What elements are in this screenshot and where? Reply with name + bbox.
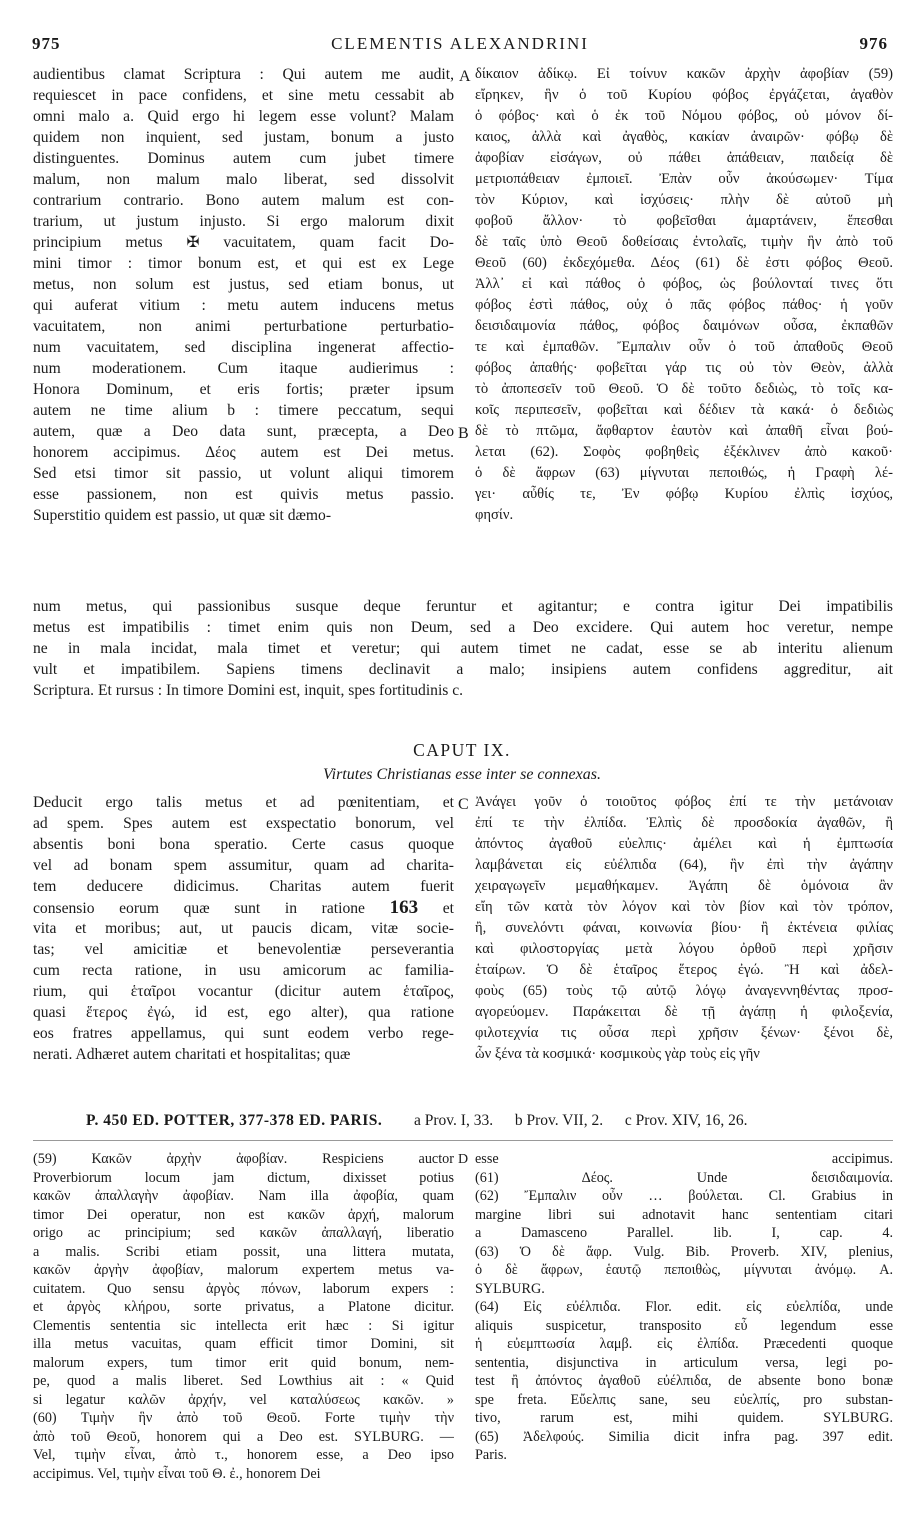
section2-greek-column	[475, 792, 893, 1065]
text-line: καὶ φιλοστοργίας μετὰ λόγου ὀρθοῦ περὶ χρῆσιν	[475, 941, 893, 957]
text-line: qui auferat vitium : metu autem inducens metus	[33, 297, 454, 314]
text-line: ἡ εὐεμπτωσία λαμβ. εἰς ἐλπίδα. Præcedenti quoque	[475, 1336, 893, 1352]
running-title: CLEMENTIS ALEXANDRINI	[331, 34, 589, 53]
page-number-right: 976	[859, 34, 888, 53]
page-number-left: 975	[32, 34, 61, 53]
text-line: κοῖς περιπεσεῖν, φοβεῖται καὶ δέδιεν τὰ κακά· ὁ δεδιὼς	[475, 402, 893, 418]
text-line: φοβοῦ ἄλλον· τὸ φοβεῖσθαι ἁμαρτάνειν, ἕπεσθαι	[475, 213, 893, 229]
margin-letter-c: C	[458, 796, 469, 813]
text-line: δίκαιον ἀδίκῳ. Εἰ τοίνυν κακῶν ἀρχὴν ἀφοβίαν (59)	[475, 66, 893, 82]
text-line: (59) Κακῶν ἀρχὴν ἀφοβίαν. Respiciens auctor	[33, 1151, 454, 1167]
text-line: ὧν ξένα τὰ κοσμικά· κοσμικοὺς γὰρ τοὺς εἰς γῆν	[475, 1046, 760, 1062]
text-line: quasi ἕτερος ἐγώ, id est, ego alter), qua ratione	[33, 1004, 454, 1021]
text-line: cum recta ratione, in usu amicorum ac familia-	[33, 962, 454, 979]
text-line: αγορεύομεν. Παράκειται δὲ τῇ ἀγάπῃ ἡ φιλοξενία,	[475, 1004, 893, 1020]
text-line: accipimus. Vel, τιμὴν εἶναι τοῦ Θ. ἐ., honorem Dei	[33, 1465, 321, 1482]
text-line: contrarium contrario. Bono autem malum est con-	[33, 192, 454, 209]
text-line: timor Dei operatur, non est κακῶν ἀρχή, malorum	[33, 1206, 454, 1223]
text-line: κακῶν ἀργὴν ἀφοβίαν, malorum expertem metus va-	[33, 1262, 454, 1278]
text-line: num vacuitatem, sed disciplina ingenerat affectio-	[33, 339, 454, 356]
text-line: autem ne time alium b : timere peccatum, sequi	[33, 402, 454, 419]
text-line: Scriptura. Et rursus : In timore Domini est, inquit, spes fortitudinis c.	[33, 682, 464, 699]
text-line: φιλοτεχνία τις οὖσα περὶ χρῆσιν ξένων· ξένοι δὲ,	[475, 1025, 893, 1041]
text-line: ἑταίρων. Ὁ δὲ ἑταῖρος ἕτερος ἐγώ. Ἢ καὶ ἀδελ-	[475, 962, 893, 978]
text-line: (65) Ἀδελφούς. Similia dicit infra pag. 397 edit.	[475, 1428, 893, 1445]
text-line: εἴρηκεν, ἣν ὁ τοῦ Κυρίου φόβος ἐργάζεται, ἀγαθὸν	[475, 87, 893, 103]
text-line: absentis boni bona speratio. Certe casus quoque	[33, 836, 454, 853]
text-line: ὁ δὲ ἄφρων (63) μίγνυται πεποιθώς, ἡ Γραφὴ λέ-	[475, 465, 893, 481]
margin-letter-d: D	[458, 1152, 469, 1167]
text-line: a malis. Scribi etiam possit, una littera mutata,	[33, 1243, 454, 1260]
text-line: δεισιδαιμονία πάθος, φόβος δαιμόνων οὖσα, ἐκπαθῶν	[475, 318, 893, 334]
text-line: metus est impatibilis : timet enim quis non Deum, sed a Deo excidere. Qui autem hoc veretur, nempe	[33, 619, 893, 636]
text-line: si legatur καλῶν ἀρχήν, vel καταλύσεως κακῶν. »	[33, 1391, 454, 1408]
notes-right-column	[475, 1150, 893, 1465]
text-line: sententia, disjunctiva in articulum versa, legi po-	[475, 1354, 893, 1371]
text-line: num metus, qui passionibus susque deque feruntur et agitantur; e contra igitur Dei impatibilis	[33, 598, 893, 615]
text-line: esse accipimus.	[475, 1151, 893, 1167]
text-line: eos fratres appellamus, qui sunt eodem verbo rege-	[33, 1025, 454, 1042]
text-line: Sed etsi timor sit passio, ut volunt aliqui timorem	[33, 465, 454, 482]
text-line: vita et moribus; aut, ut paucis dicam, vitæ socie-	[33, 920, 454, 937]
text-line: ἐπί τε τὴν ἐλπίδα. Ἐλπὶς δὲ προσδοκία ἀγαθῶν, ἢ	[475, 815, 893, 831]
section1-latin-column	[33, 64, 454, 526]
footnote-b: b Prov. VII, 2.	[514, 1112, 604, 1129]
text-line: Θεοῦ (60) ἐκδεχόμεθα. Δέος (61) δὲ ἐστι φόβος Θεοῦ.	[475, 255, 893, 271]
text-line: metus, non solum est justus, sed etiam bonus, ut	[33, 276, 454, 293]
text-line: Vel, τιμὴν εἶναι, ἀπὸ τ., honorem esse, a Deo ipso	[33, 1447, 454, 1463]
text-line: Superstitio quidem est passio, ut quæ sit dæmo-	[33, 507, 332, 524]
text-line: consensio eorum quæ sunt in ratione 163 et	[33, 897, 454, 918]
text-line: (60) Τιμὴν ἣν ἀπὸ τοῦ Θεοῦ. Forte τιμὴν τὴν	[33, 1410, 454, 1426]
text-line: τε καὶ ἐμπαθῶν. Ἔμπαλιν οὖν ὁ τοῦ ἀπαθοῦς Θεοῦ	[475, 339, 893, 355]
text-line: autem, quæ a Deo data sunt, præcepta, a Deo	[33, 423, 454, 440]
text-line: distinguentes. Dominus autem cum jubet timere	[33, 150, 454, 167]
text-line: malorum expers, tum timor erit quid bonum, nem-	[33, 1354, 454, 1371]
column-number-marker: 163	[389, 897, 419, 918]
text-line: φόβος ἀπαθής· φοβεῖται γάρ τις οὐ τὸν Θεὸν, ἀλλὰ	[475, 360, 893, 376]
text-line: ἀπόντος ἀγαθοῦ εὐελπις· ἀμέλει καὶ ἡ ἐμπτωσία	[475, 836, 893, 852]
text-line: μετριοπάθειαν ἐμποιεῖ. Ἐπὰν οὖν ἀκούσωμεν· Τίμα	[475, 171, 893, 187]
text-line: illa metus vacuitas, quam efficit timor Domini, sit	[33, 1336, 454, 1352]
margin-letter-b: B	[458, 425, 469, 442]
footnote-a: a Prov. I, 33.	[414, 1112, 494, 1129]
notes-divider	[33, 1140, 893, 1141]
text-line: δὲ τὸ πτῶμα, ἄφθαρτον ἑαυτὸν καὶ ἀπαθῆ εἶναι βού-	[475, 423, 893, 439]
text-line: (61) Δέος. Unde δεισιδαιμονία.	[475, 1169, 893, 1186]
text-line: λεται (62). Σοφὸς φοβηθεὶς ἐξέκλινεν ἀπὸ κακοῦ·	[475, 444, 893, 460]
text-line: a Damasceno Parallel. lib. I, cap. 4.	[475, 1225, 893, 1241]
text-line: φοὺς (65) τοὺς τῷ αὐτῷ λόγῳ ἀναγεννηθέντας προσ-	[475, 983, 893, 999]
text-line: ἀφοβίαν εἰσάγων, οὐ πάθει ἀπάθειαν, παιδείᾳ δὲ	[475, 150, 893, 166]
text-line: τὸν Κύριον, καὶ ἰσχύσεις· πλὴν δὲ αὐτοῦ μὴ	[475, 192, 893, 208]
text-line: requiescet in pace confidens, et sine metu cessabit ab	[33, 87, 454, 104]
text-line: Ἀλλ᾽ εἰ καὶ πάθος ὁ φόβος, ὡς βούλονταί τινες ὅτι	[475, 276, 893, 292]
text-line: (62) Ἔμπαλιν οὖν … βούλεται. Cl. Grabius in	[475, 1188, 893, 1204]
text-line: vel ad bonam spem assumitur, quam ad charita-	[33, 857, 454, 874]
text-line: Paris.	[475, 1447, 507, 1463]
text-line: malum, non malum malo liberat, sed dissolvit	[33, 171, 454, 188]
text-line: χειραγωγεῖν μεμαθήκαμεν. Ἀγάπη δὲ ὁμόνοια ἂν	[475, 878, 893, 894]
text-line: vacuitatem, non animi perturbatione perturbatio-	[33, 318, 454, 335]
text-line: spe freta. Εὔελπις sane, seu εὐελπίς, pro substan-	[475, 1391, 893, 1408]
chapter-title: CAPUT IX.	[413, 740, 511, 760]
text-line: ἀπὸ τοῦ Θεοῦ, honorem qui a Deo est. SYLBURG. —	[33, 1428, 454, 1445]
text-line: ne in mala incidat, mala timet et veretur; qui autem timet ne cadat, esse se ab interitu alienum	[33, 640, 893, 657]
text-line: principium metus ✠ vacuitatem, quam facit Do-	[33, 234, 454, 251]
text-line: τὸ ἀποπεσεῖν τοῦ Θεοῦ. Ὁ δὲ τοῦτο δεδιὼς, τὸ τοῖς κα-	[475, 381, 893, 397]
text-line: vult et impatibilem. Sapiens timens declinavit a malo; insipiens autem confidens aggreditur, ait	[33, 661, 893, 678]
text-line: origo ac principium; sed κακῶν ἀπαλλαγή, liberatio	[33, 1225, 454, 1241]
text-line: καιος, ἀλλὰ καὶ ἀγαθὸς, κακίαν ἀναιρῶν· φόβῳ δὲ	[475, 129, 893, 145]
running-head	[32, 34, 888, 58]
margin-letter-a: A	[459, 68, 471, 85]
text-line: ὁ φόβος· καὶ ὁ ἐκ τοῦ Νόμου φόβος, οὐ μόνον δί-	[475, 108, 893, 124]
section2-latin-column	[33, 792, 454, 1065]
text-line: et ἀργὸς κλήρου, sorte privatus, a Platone dicitur.	[33, 1299, 454, 1315]
text-line: Honora Dominum, et eris fortis; præter ipsum	[33, 381, 454, 398]
text-line: nerati. Adhæret autem charitati et hospitalitas; quæ	[33, 1046, 351, 1063]
text-line: tivo, rarum est, mihi quidem. SYLBURG.	[475, 1410, 893, 1426]
text-line: mini timor : timor bonum est, et qui est ex Lege	[33, 255, 454, 272]
text-line: ad spem. Spes autem est exspectatio bonorum, vel	[33, 815, 454, 832]
notes-left-column	[33, 1150, 454, 1483]
text-line: ἢ, συνελόντι φάναι, κοινωνία βίου· ἢ ἐκτένεια φιλίας	[475, 920, 893, 936]
chapter-subtitle: Virtutes Christianas esse inter se connexas.	[323, 766, 601, 783]
text-line: Deducit ergo talis metus et ad pœnitentiam, et	[33, 794, 454, 811]
text-line: γει· αὖθίς τε, Ἐν φόβῳ Κυρίου ἐλπὶς ἰσχύος,	[475, 486, 893, 502]
text-line: pe, quod a malis liberet. Sed Lowthius ait : « Quid	[33, 1373, 454, 1389]
text-line: εἴη τῶν κατὰ τὸν λόγον καὶ τὸν βίον καὶ τὸν τρόπον,	[475, 899, 893, 915]
text-line: φησίν.	[475, 507, 514, 523]
text-line: test ἢ ἀπόντος ἀγαθοῦ εὐέλπιδα, de absente bono bonæ	[475, 1373, 893, 1389]
section1-greek-column	[475, 64, 893, 526]
text-line: audientibus clamat Scriptura : Qui autem me audit,	[33, 66, 454, 83]
text-line: honorem accipimus. Δέος autem est Dei metus.	[33, 444, 454, 461]
text-line: Proverbiorum locum jam dictum, dixisset potius	[33, 1169, 454, 1186]
text-line: omni malo a. Quid ergo hi legem esse volunt? Malam	[33, 108, 454, 125]
text-line: tem deducere didicimus. Charitas autem fuerit	[33, 878, 454, 895]
text-line: num moderationem. Cum itaque audierimus :	[33, 360, 454, 377]
section1-fullwidth-text	[33, 596, 893, 701]
text-line: ὁ δὲ ἄφρων, ἑαυτῷ πεποιθὼς, μίγνυται ἀνόμῳ. A.	[475, 1262, 893, 1278]
text-line: Ἀνάγει γοῦν ὁ τοιοῦτος φόβος ἐπί τε τὴν μετάνοιαν	[475, 794, 893, 810]
footnote-c: c Prov. XIV, 16, 26.	[624, 1112, 748, 1129]
text-line: λαμβάνεται εἰς εὐέλπιδα (64), ἣν ἐπὶ τὴν ἀγάπην	[475, 857, 893, 873]
reference-line	[86, 1112, 884, 1130]
text-line: trarium, ut justum injusto. Si ergo malorum dixit	[33, 213, 454, 230]
text-line: SYLBURG.	[475, 1280, 545, 1297]
text-line: tas; vel amicitiæ et benevolentiæ perseverantia	[33, 941, 454, 958]
text-line: margine libri sui adnotavit hanc sententiam citari	[475, 1206, 893, 1223]
text-line: quidem non inquient, sed justam, bonum a justo	[33, 129, 454, 146]
text-line: Clementis sententia sic intellecta erit hæc : Si igitur	[33, 1317, 454, 1334]
text-line: (63) Ὁ δὲ ἄφρ. Vulg. Bib. Proverb. XIV, plenius,	[475, 1243, 893, 1260]
text-line: κακῶν ἀπαλλαγὴν ἀφοβίαν. Nam illa ἀφοβία, quam	[33, 1188, 454, 1204]
text-line: δὲ ταῖς ὑπὸ Θεοῦ δοθείσαις ἐντολαῖς, τιμὴν ἣν ἀπὸ τοῦ	[475, 234, 893, 250]
text-line: (64) Εἰς εὐέλπιδα. Flor. edit. εἰς εὐελπίδα, unde	[475, 1299, 893, 1315]
text-line: cuitatem. Quo sensu ἀργὸς πόνων, laborum expers :	[33, 1280, 454, 1297]
text-line: rium, qui ἑταῖροι vocantur (dicitur autem ἑταῖρος,	[33, 983, 454, 1000]
edition-reference: P. 450 ED. POTTER, 377-378 ED. PARIS.	[86, 1112, 383, 1129]
text-line: aliquis suspicetur, transposito εὖ legendum esse	[475, 1317, 893, 1334]
text-line: φόβος ἐστὶ πάθος, οὐχ ὁ πᾶς φόβος πάθος· ἡ γοῦν	[475, 297, 893, 313]
text-line: esse passionem, non est quivis metus passio.	[33, 486, 454, 503]
